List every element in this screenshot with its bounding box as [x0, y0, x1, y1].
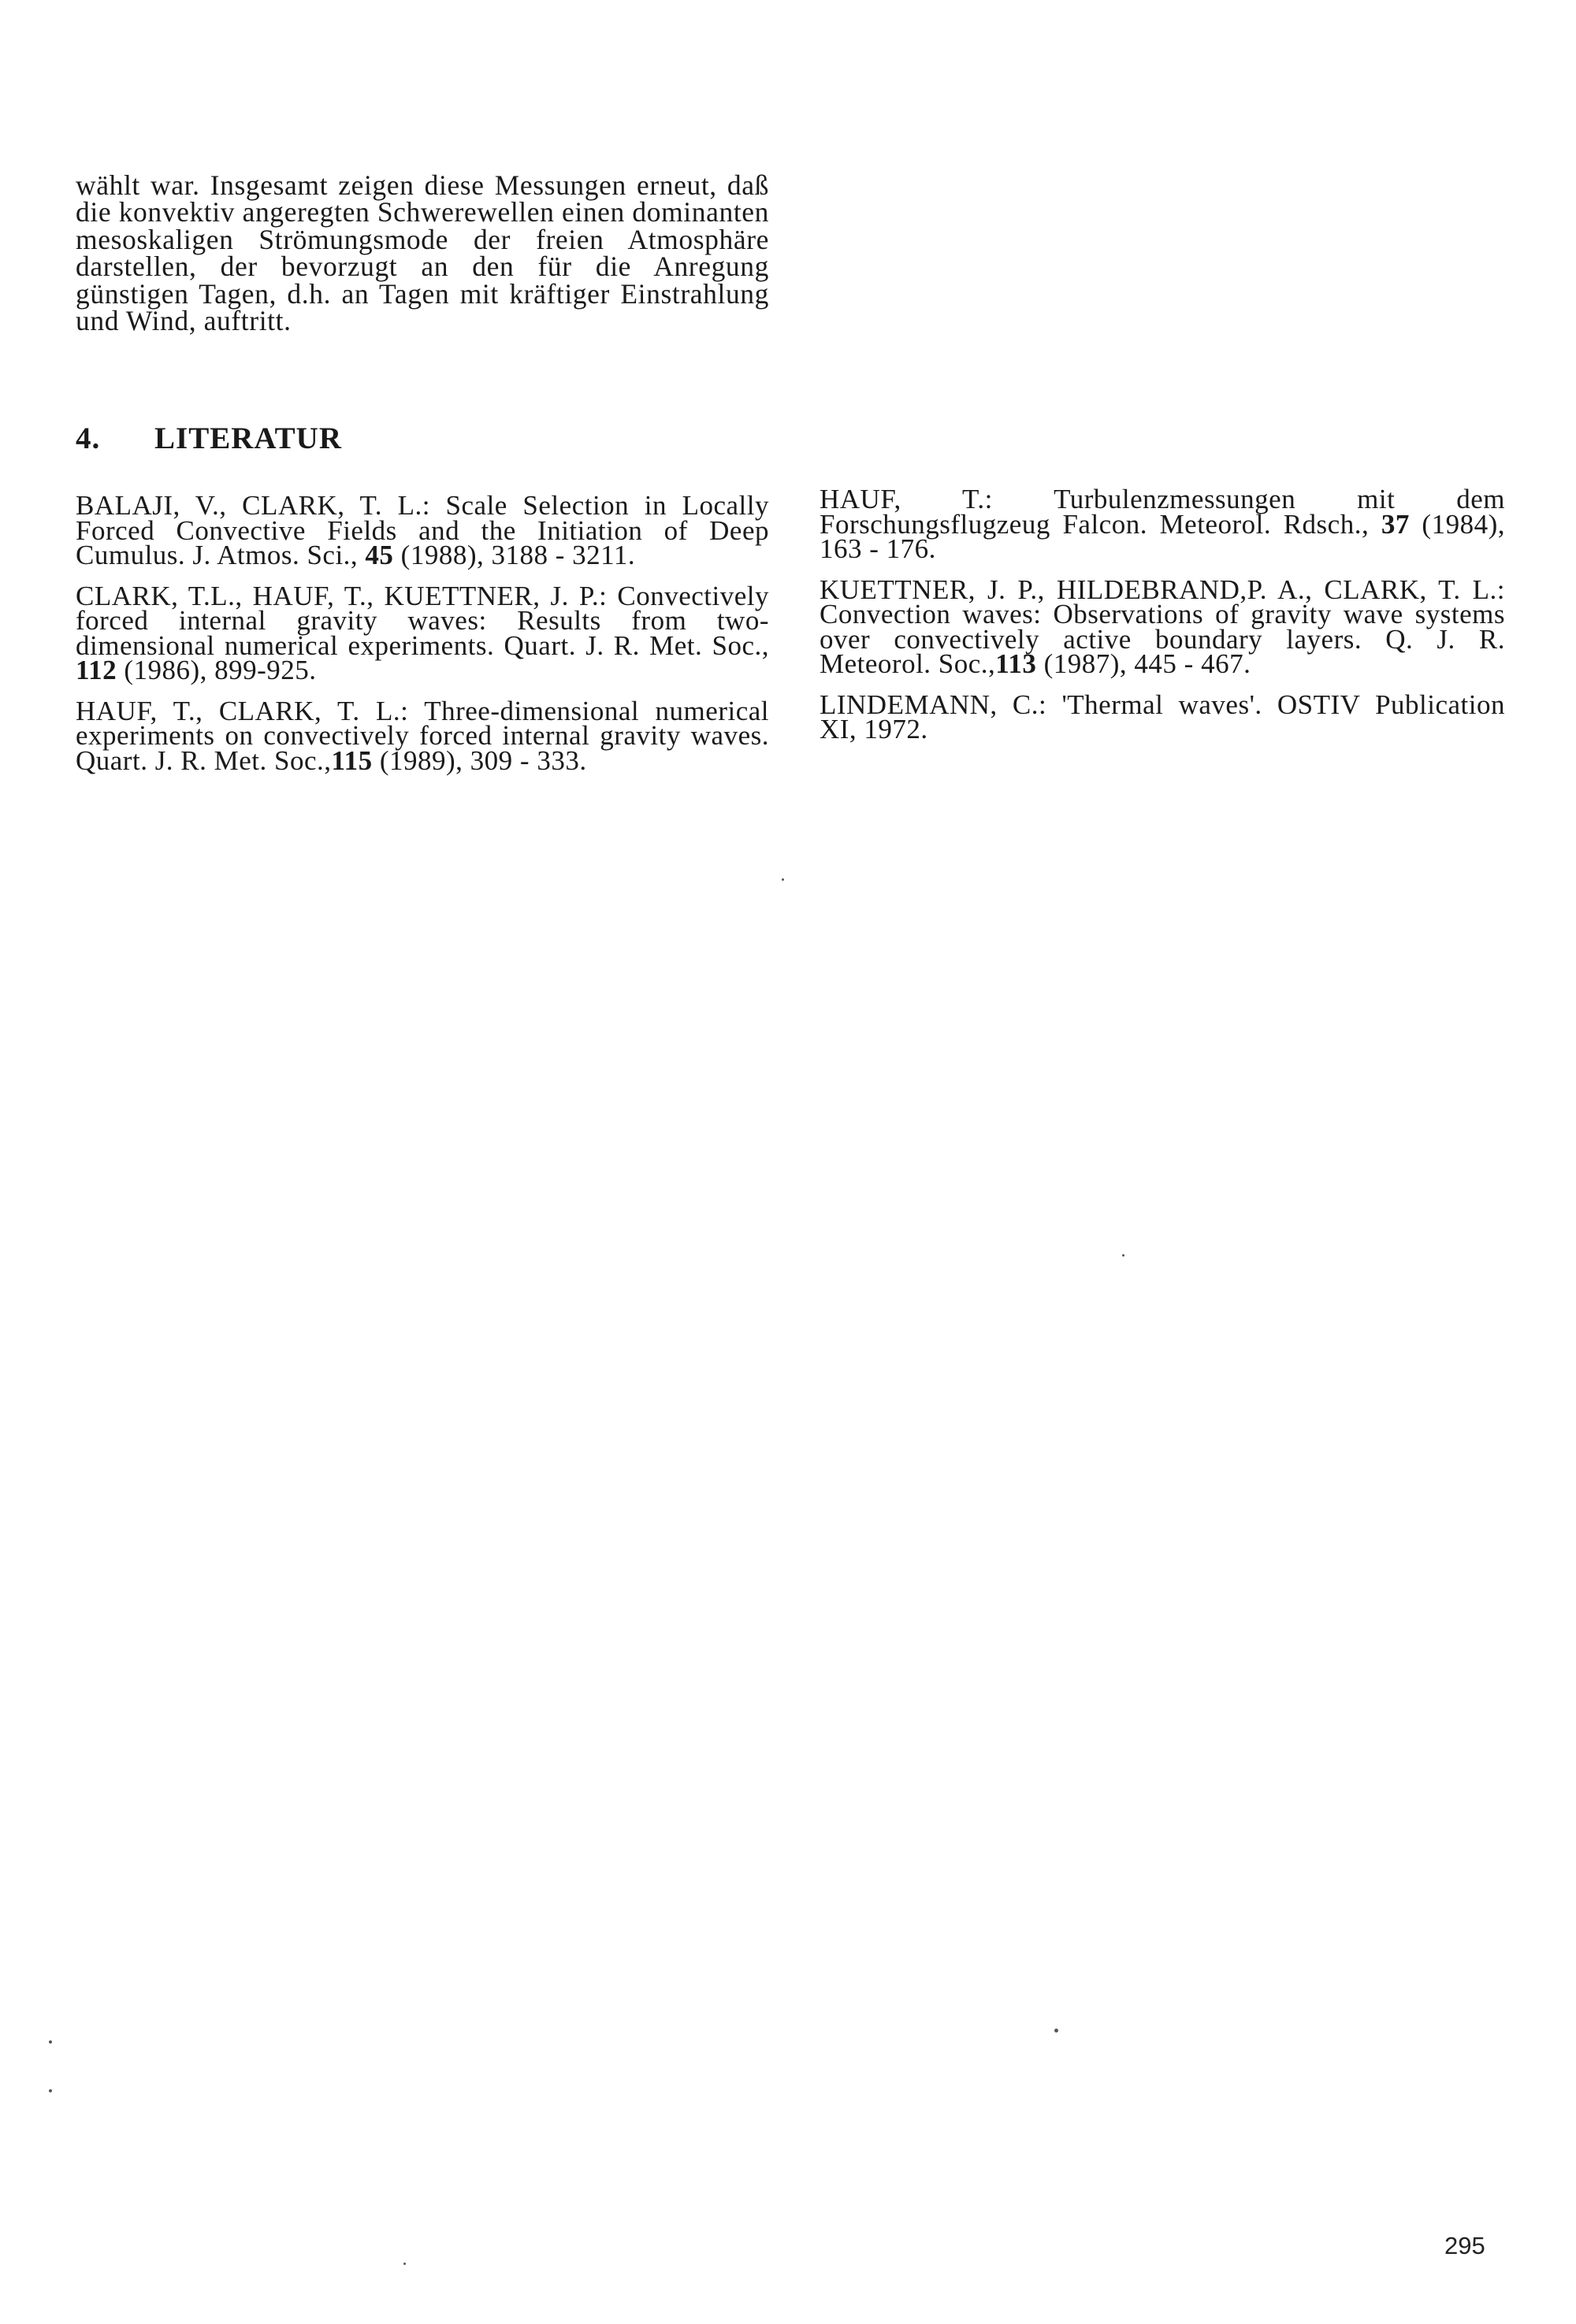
reference-text: HAUF, T.: Turbulenzmessungen mit dem Forschungsflugzeug Falcon. Meteorol. Rdsch.,	[820, 484, 1505, 540]
scan-speck	[1054, 2029, 1058, 2033]
reference-pages: (1989), 309 - 333.	[372, 744, 587, 776]
reference-entry	[820, 484, 1505, 564]
reference-text: KUETTNER, J. P., HILDEBRAND,P. A., CLARK, T. L.: Convection waves: Observations of gravity wave systems over convectively active boundary layers. Q. J. R. Meteorol. Soc.,	[820, 574, 1505, 679]
reference-text: CLARK, T.L., HAUF, T., KUETTNER, J. P.: Convectively forced internal gravity waves: Results from two-dimensional numerical experiments. Quart. J. R. Met. Soc.,	[76, 580, 769, 661]
scan-speck	[782, 878, 784, 881]
scan-speck	[49, 2089, 52, 2092]
reference-pages: (1986), 899-925.	[117, 655, 317, 685]
scan-speck	[1122, 1254, 1124, 1257]
references-right-column	[820, 484, 1505, 758]
page-number: 295	[1444, 2232, 1485, 2259]
reference-volume: 112	[76, 655, 117, 685]
reference-entry	[820, 574, 1505, 679]
section-number: 4.	[76, 421, 101, 455]
reference-pages: (1987), 445 - 467.	[1036, 648, 1251, 679]
intro-paragraph: wählt war. Insgesamt zeigen diese Messungen erneut, daß die konvektiv angeregten Schwerewellen einen dominanten mesoskaligen Strömungsmode der freien Atmosphäre darstellen, der bevorzugt an den für die Anregung günstigen Tagen, d.h. an Tagen mit kräftiger Einstrahlung und Wind, auftritt.	[76, 169, 769, 336]
reference-entry	[76, 490, 769, 570]
reference-volume: 115	[331, 744, 373, 776]
reference-volume: 37	[1381, 508, 1410, 540]
scan-speck	[403, 2263, 406, 2265]
reference-entry	[76, 695, 769, 776]
reference-text: LINDEMANN, C.: 'Thermal waves'. OSTIV Publication XI, 1972.	[820, 689, 1505, 744]
scan-speck	[49, 2040, 52, 2044]
reference-entry	[76, 580, 769, 685]
section-heading	[76, 421, 342, 456]
reference-volume: 113	[995, 648, 1037, 679]
references-left-column	[76, 490, 769, 789]
reference-pages: (1988), 3188 - 3211.	[393, 540, 636, 570]
reference-volume: 45	[365, 540, 394, 570]
reference-text: HAUF, T., CLARK, T. L.: Three-dimensional numerical experiments on convectively forced internal gravity waves. Quart. J. R. Met. Soc.,	[76, 695, 769, 776]
reference-text: BALAJI, V., CLARK, T. L.: Scale Selection in Locally Forced Convective Fields and the Initiation of Deep Cumulus. J. Atmos. Sci.,	[76, 490, 769, 570]
section-title: LITERATUR	[154, 421, 342, 455]
reference-pages: (1984), 163 - 176.	[820, 508, 1505, 564]
reference-entry	[820, 689, 1505, 744]
